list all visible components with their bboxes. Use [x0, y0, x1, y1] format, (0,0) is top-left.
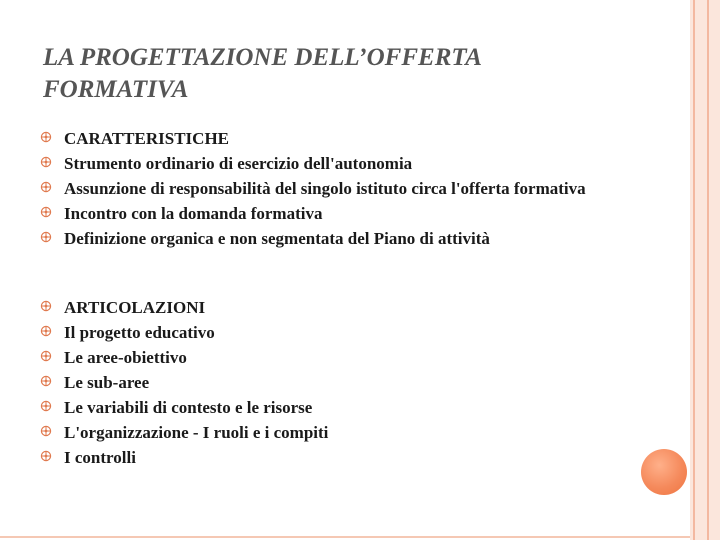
- circle-cross-bullet-icon: [40, 231, 52, 243]
- list-item-text: Strumento ordinario di esercizio dell'autonomia: [64, 154, 413, 173]
- list-item-text: Assunzione di responsabilità del singolo istituto circa l'offerta formativa: [64, 179, 586, 198]
- list-item-text: I controlli: [64, 448, 136, 467]
- title-line-1: LA PROGETTAZIONE DELL’OFFERTA: [43, 44, 482, 71]
- circle-cross-bullet-icon: [40, 400, 52, 412]
- circle-cross-bullet-icon: [40, 181, 52, 193]
- list-item: [40, 323, 640, 342]
- bottom-divider: [0, 536, 690, 538]
- list-item: [40, 154, 640, 173]
- circle-cross-bullet-icon: [40, 206, 52, 218]
- circle-cross-bullet-icon: [40, 425, 52, 437]
- side-stripe-line: [707, 0, 709, 540]
- articulations-list: [40, 298, 640, 473]
- list-item-text: Le variabili di contesto e le risorse: [64, 398, 313, 417]
- side-stripe-line: [693, 0, 695, 540]
- characteristics-list: [40, 129, 640, 254]
- slide-title: [43, 42, 643, 106]
- list-item: [40, 229, 640, 248]
- circle-cross-bullet-icon: [40, 300, 52, 312]
- orange-circle-icon: [641, 449, 687, 495]
- list-item: [40, 179, 640, 198]
- list-item-text: Le aree-obiettivo: [64, 348, 187, 367]
- list-item: [40, 298, 640, 317]
- circle-cross-bullet-icon: [40, 131, 52, 143]
- circle-cross-bullet-icon: [40, 375, 52, 387]
- list-item-text: L'organizzazione - I ruoli e i compiti: [64, 423, 329, 442]
- list-item-text: ARTICOLAZIONI: [64, 298, 206, 317]
- list-item: [40, 423, 640, 442]
- circle-cross-bullet-icon: [40, 325, 52, 337]
- list-item: [40, 373, 640, 392]
- circle-cross-bullet-icon: [40, 156, 52, 168]
- list-item: [40, 348, 640, 367]
- list-item-text: Definizione organica e non segmentata del Piano di attività: [64, 229, 490, 248]
- list-item-text: Incontro con la domanda formativa: [64, 204, 323, 223]
- list-item: [40, 398, 640, 417]
- list-item-text: CARATTERISTICHE: [64, 129, 230, 148]
- circle-cross-bullet-icon: [40, 350, 52, 362]
- list-item-text: Il progetto educativo: [64, 323, 215, 342]
- list-item-text: Le sub-aree: [64, 373, 150, 392]
- list-item: [40, 204, 640, 223]
- list-item: [40, 448, 640, 467]
- title-line-2: FORMATIVA: [43, 76, 189, 103]
- list-item: [40, 129, 640, 148]
- circle-cross-bullet-icon: [40, 450, 52, 462]
